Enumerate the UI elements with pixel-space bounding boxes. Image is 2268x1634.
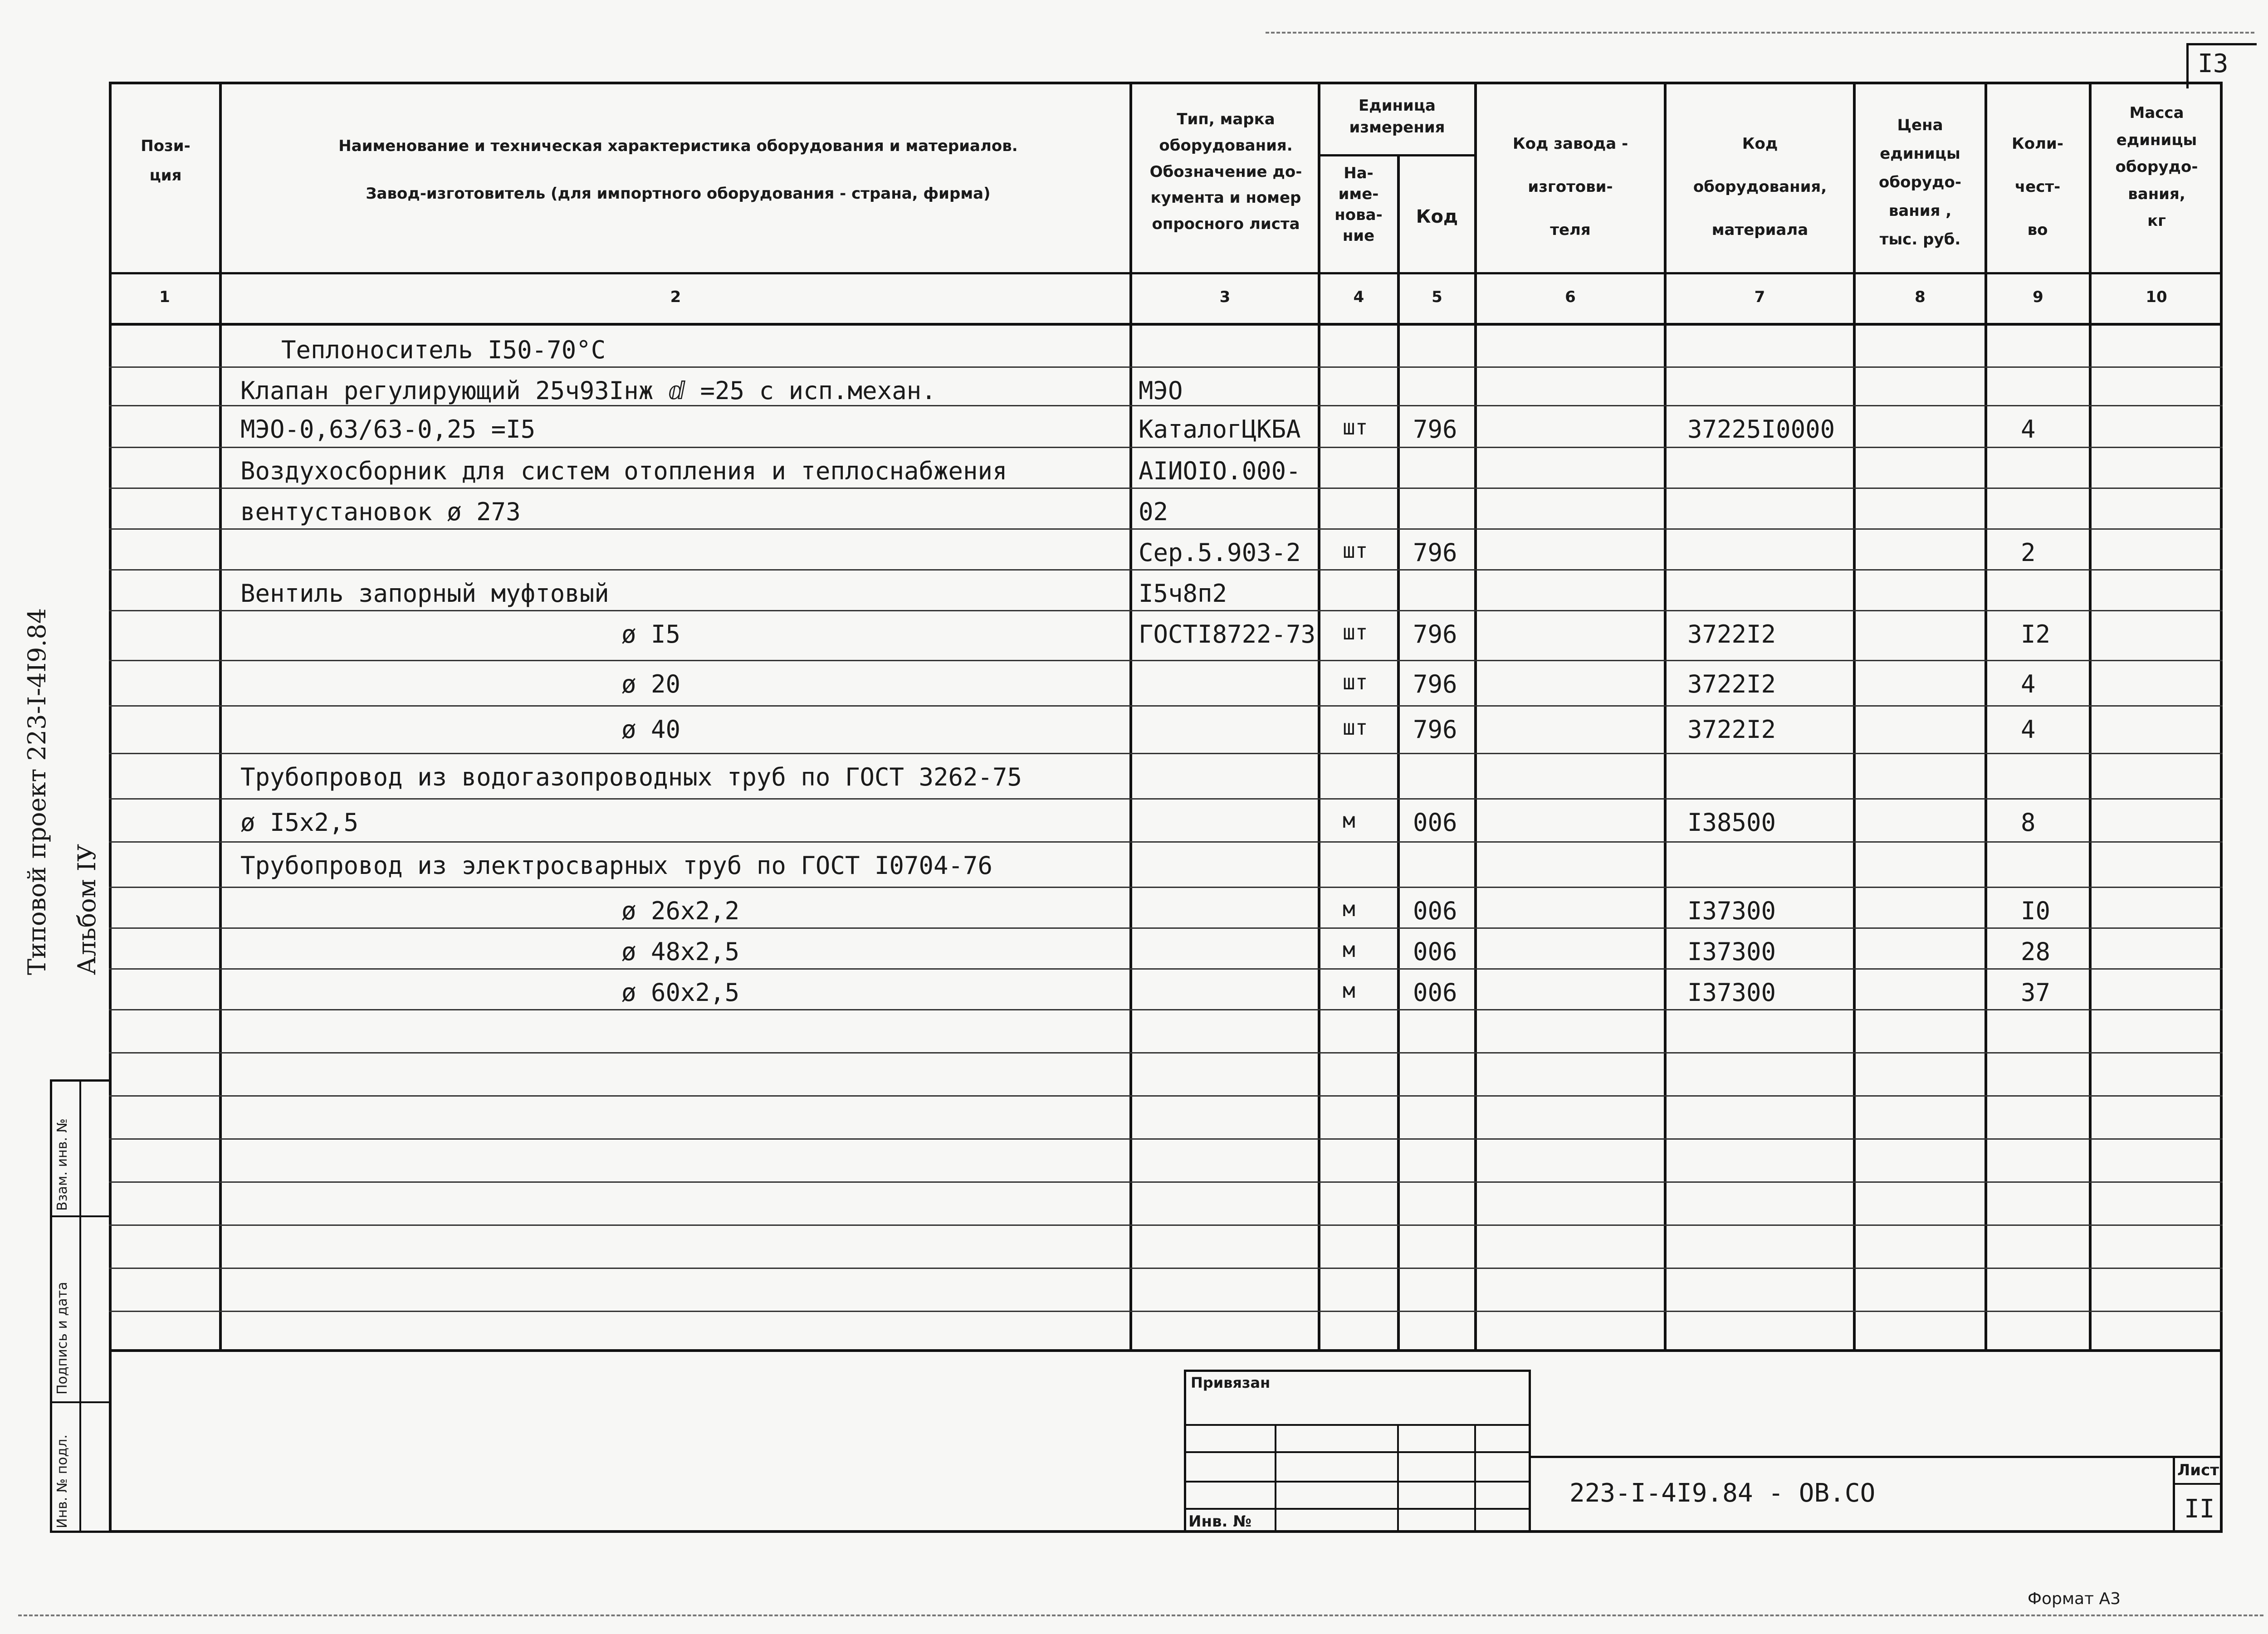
- item-type: ГОСТI8722-73: [1139, 620, 1316, 649]
- item-name: Вентиль запорный муфтовый: [240, 579, 609, 608]
- row-line: [109, 753, 2223, 754]
- item-quantity: 8: [2021, 808, 2036, 837]
- item-name: Теплоноситель I50-70°С: [281, 336, 606, 364]
- document-code: 223-I-4I9.84 - ОВ.СО: [1569, 1478, 1876, 1508]
- item-unit-code: 006: [1413, 937, 1457, 966]
- binding-strip-divider: [79, 1079, 81, 1533]
- item-unit: шт: [1343, 715, 1368, 740]
- item-equipment-code: 3722I2: [1687, 715, 1776, 744]
- unit-group-divider: [1318, 154, 1476, 156]
- item-unit: м: [1343, 808, 1355, 833]
- item-unit-code: 006: [1413, 808, 1457, 837]
- row-line: [109, 841, 2223, 843]
- item-name: ø 40: [621, 715, 681, 744]
- row-line: [109, 1052, 2223, 1054]
- header-position: Пози- ция: [141, 137, 191, 185]
- item-unit-code: 796: [1413, 538, 1457, 567]
- header-name-line2: Завод-изготовитель (для импортного оборудования - страна, фирма): [366, 185, 991, 203]
- row-line: [109, 705, 2223, 707]
- item-name: Трубопровод из электросварных труб по ГОСТ I0704-76: [240, 851, 993, 880]
- privyazan-vline-3: [1474, 1424, 1476, 1533]
- stamp-vzam-inv: Взам. инв. №: [54, 1118, 70, 1211]
- column-number: 2: [670, 288, 681, 306]
- item-type: 02: [1139, 498, 1168, 526]
- item-name: Воздухосборник для систем отопления и теплоснабжения: [240, 457, 1007, 485]
- item-equipment-code: 3722I2: [1687, 620, 1776, 649]
- list-box-divider: [2173, 1483, 2223, 1485]
- item-name: ø I5: [621, 620, 681, 649]
- item-name: ø 20: [621, 670, 681, 698]
- item-quantity: 2: [2021, 538, 2036, 567]
- item-equipment-code: I37300: [1687, 897, 1776, 925]
- column-number: 4: [1353, 288, 1364, 306]
- privyazan-hline-1: [1184, 1424, 1531, 1426]
- privyazan-label: Привязан: [1191, 1374, 1271, 1391]
- item-quantity: 37: [2021, 978, 2051, 1007]
- header-bottom-line: [109, 272, 2223, 274]
- row-line: [109, 927, 2223, 929]
- item-unit: м: [1343, 937, 1355, 962]
- column-number: 5: [1432, 288, 1442, 306]
- row-line: [109, 569, 2223, 571]
- list-label: Лист: [2177, 1461, 2219, 1479]
- format-label: Формат А3: [2028, 1590, 2121, 1608]
- privyazan-hline-2: [1184, 1451, 1531, 1453]
- row-line: [109, 447, 2223, 448]
- item-type: АIИОIО.000-: [1139, 457, 1301, 485]
- header-mass: Масса единицы оборудо- вания, кг: [2115, 104, 2198, 230]
- item-quantity: 28: [2021, 937, 2051, 966]
- row-line: [109, 1311, 2223, 1312]
- binding-strip-sep-1: [50, 1215, 112, 1217]
- item-unit: шт: [1343, 620, 1368, 644]
- item-unit-code: 006: [1413, 897, 1457, 925]
- item-type: МЭО: [1139, 376, 1183, 405]
- item-name: МЭО-0,63/63-0,25 =I5: [240, 415, 536, 444]
- item-equipment-code: I37300: [1687, 937, 1776, 966]
- list-number: II: [2184, 1494, 2215, 1524]
- item-name: ø 26х2,2: [621, 897, 740, 925]
- row-line: [109, 1095, 2223, 1097]
- column-number: 10: [2146, 288, 2167, 306]
- item-unit: шт: [1343, 670, 1368, 694]
- header-price: Цена единицы оборудо- вания , тыс. руб.: [1879, 116, 1961, 249]
- header-type: Тип, марка оборудования. Обозначение до- кумента и номер опросного листа: [1149, 110, 1302, 234]
- row-line: [109, 405, 2223, 406]
- item-quantity: I0: [2021, 897, 2051, 925]
- row-line: [109, 660, 2223, 661]
- side-project-label: Типовой проект 223-I-4I9.84: [23, 608, 51, 975]
- item-equipment-code: 3722I2: [1687, 670, 1776, 698]
- row-line: [109, 1224, 2223, 1226]
- table-bottom-line: [109, 1349, 2223, 1352]
- item-name: ø I5х2,5: [240, 808, 359, 837]
- item-equipment-code: 37225I0000: [1687, 415, 1835, 444]
- item-quantity: 4: [2021, 715, 2036, 744]
- item-unit-code: 796: [1413, 415, 1457, 444]
- colnum-bottom-line: [109, 323, 2223, 326]
- privyazan-hline-3: [1184, 1481, 1531, 1483]
- item-name: Трубопровод из водогазопроводных труб по ГОСТ 3262-75: [240, 763, 1022, 791]
- item-name: ø 60х2,5: [621, 978, 740, 1007]
- stamp-podpis-data: Подпись и дата: [54, 1282, 70, 1395]
- inv-no-label: Инв. №: [1188, 1512, 1252, 1531]
- header-quantity: Коли- чест- во: [2012, 135, 2063, 239]
- side-album-label: Альбом IУ: [73, 844, 101, 975]
- item-quantity: I2: [2021, 620, 2051, 649]
- column-number: 8: [1915, 288, 1926, 306]
- item-equipment-code: I37300: [1687, 978, 1776, 1007]
- item-type: Сер.5.903-2: [1139, 538, 1301, 567]
- header-unit-group: Единица измерения: [1349, 97, 1445, 137]
- row-line: [109, 1009, 2223, 1010]
- item-quantity: 4: [2021, 670, 2036, 698]
- item-name: вентустановок ø 273: [240, 498, 521, 526]
- header-name-line1: Наименование и техническая характеристика оборудования и материалов.: [338, 137, 1018, 155]
- header-factory-code: Код завода - изготови- теля: [1512, 135, 1628, 239]
- item-unit: шт: [1343, 538, 1368, 563]
- item-quantity: 4: [2021, 415, 2036, 444]
- stamp-inv-no-podl: Инв. № подл.: [54, 1434, 70, 1528]
- title-block-top-line: [1531, 1456, 2223, 1458]
- item-unit: м: [1343, 897, 1355, 921]
- column-number: 9: [2033, 288, 2043, 306]
- header-unit-name: На- име- нова- ние: [1334, 164, 1383, 245]
- item-type: КаталогЦКБА: [1139, 415, 1301, 444]
- privyazan-hline-4: [1184, 1508, 1531, 1510]
- column-number: 3: [1219, 288, 1231, 306]
- trim-line-top: [1266, 32, 2254, 34]
- item-equipment-code: I38500: [1687, 808, 1776, 837]
- header-unit-code: Код: [1416, 206, 1458, 227]
- privyazan-vline-1: [1275, 1424, 1276, 1533]
- item-name: Клапан регулирующий 25ч93Інж ⅆ =25 с исп.механ.: [240, 376, 936, 405]
- row-line: [109, 1181, 2223, 1183]
- column-number: 7: [1754, 288, 1765, 306]
- row-line: [109, 968, 2223, 970]
- sheet-number-top: I3: [2198, 49, 2229, 78]
- row-line: [109, 366, 2223, 368]
- item-unit-code: 796: [1413, 620, 1457, 649]
- item-type: I5ч8п2: [1139, 579, 1227, 608]
- item-unit-code: 006: [1413, 978, 1457, 1007]
- row-line: [109, 488, 2223, 489]
- column-number: 1: [159, 288, 170, 306]
- row-line: [109, 1138, 2223, 1140]
- row-line: [109, 798, 2223, 800]
- row-line: [109, 528, 2223, 530]
- column-number: 6: [1565, 288, 1576, 306]
- trim-line-bottom: [18, 1614, 2263, 1616]
- item-unit-code: 796: [1413, 715, 1457, 744]
- item-unit-code: 796: [1413, 670, 1457, 698]
- row-line: [109, 1268, 2223, 1269]
- item-unit: м: [1343, 978, 1355, 1003]
- row-line: [109, 610, 2223, 611]
- row-line: [109, 887, 2223, 888]
- item-unit: шт: [1343, 415, 1368, 439]
- privyazan-vline-2: [1397, 1424, 1399, 1533]
- binding-strip-sep-2: [50, 1401, 112, 1403]
- header-equipment-code: Код оборудования, материала: [1693, 135, 1827, 239]
- item-name: ø 48х2,5: [621, 937, 740, 966]
